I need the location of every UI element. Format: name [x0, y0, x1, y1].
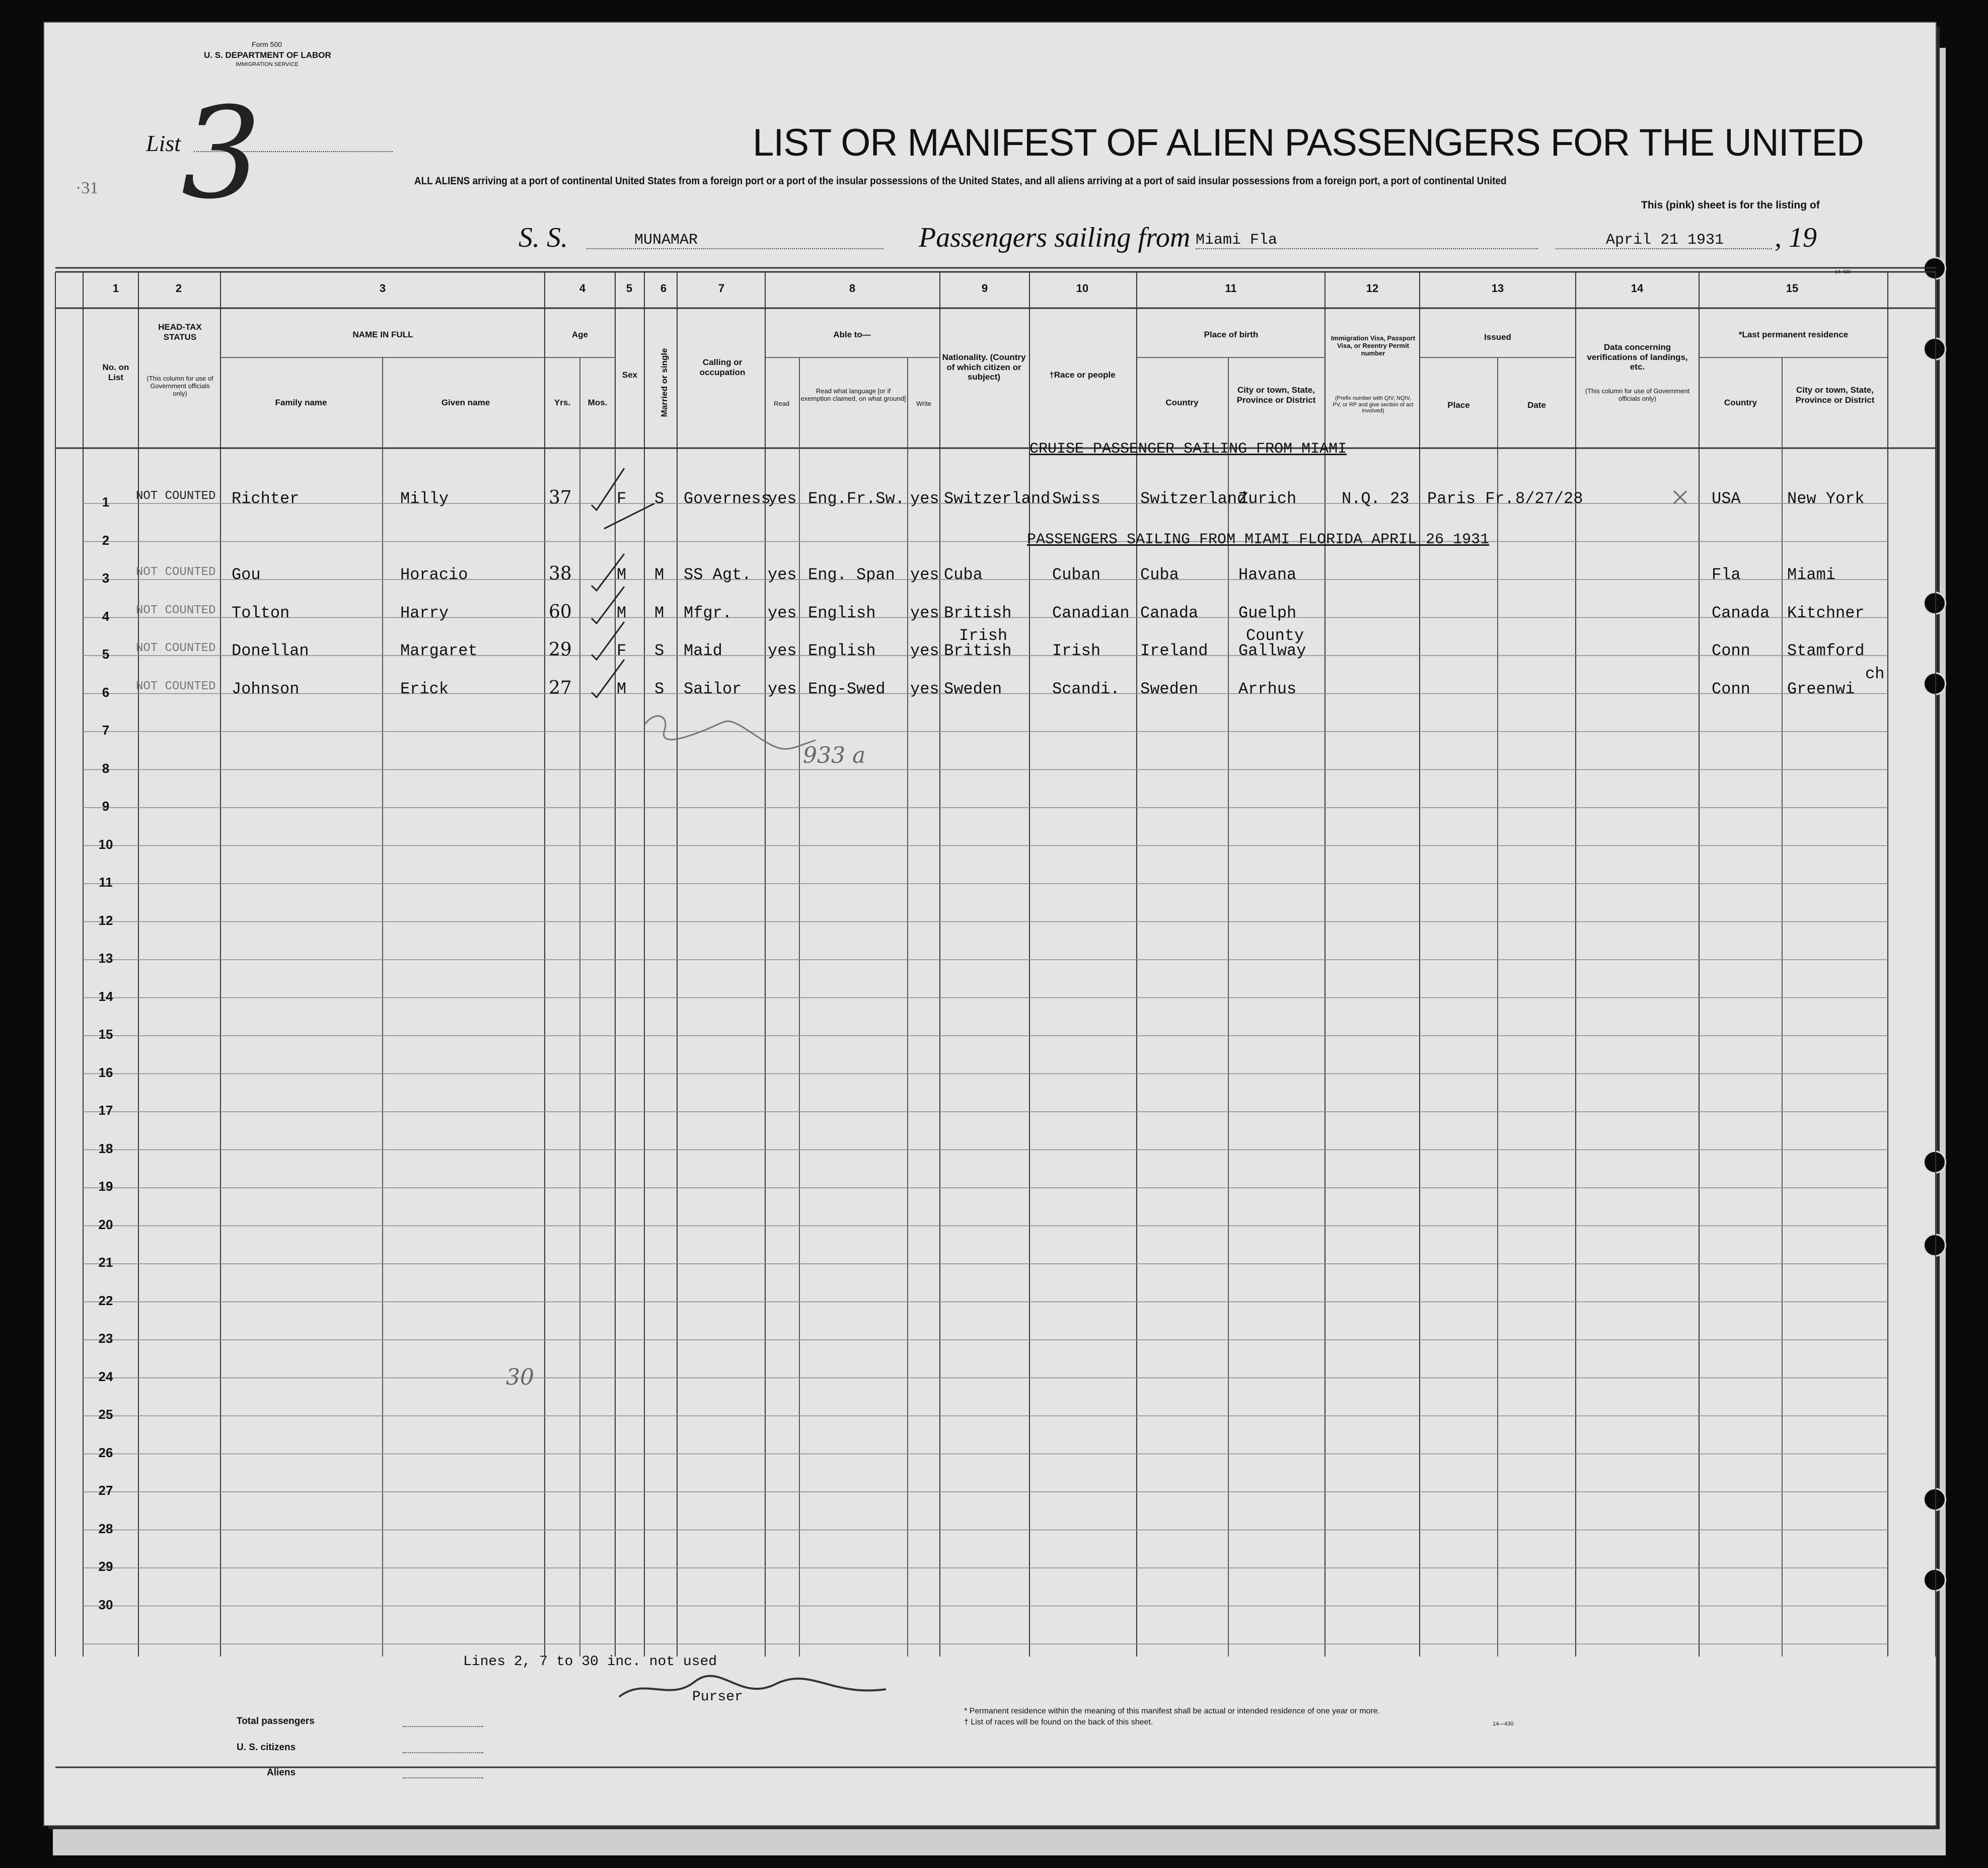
- passenger-sex: F: [617, 641, 627, 660]
- passenger-race: Canadian: [1052, 603, 1130, 622]
- passenger-res-city: New York: [1787, 489, 1865, 508]
- header-issued-place: Place: [1447, 400, 1470, 410]
- row-number: 6: [102, 684, 110, 700]
- passenger-race: Cuban: [1052, 565, 1101, 584]
- passenger-language: Eng. Span: [808, 565, 895, 584]
- row-number: 12: [98, 912, 113, 928]
- passenger-status: NOT COUNTED: [136, 679, 216, 693]
- section-heading-cruise: CRUISE PASSENGER SAILING FROM MIAMI: [1029, 441, 1347, 458]
- header-race: †Race or people: [1049, 370, 1116, 380]
- note-residence: * Permanent residence within the meaning of this manifest shall be actual or intended residence of one year or more.: [964, 1707, 1380, 1715]
- header-sex: Sex: [622, 370, 638, 380]
- passenger-married: S: [654, 489, 665, 508]
- us-citizens-line: [403, 1752, 483, 1753]
- row-number: 24: [98, 1369, 113, 1384]
- passenger-race: Swiss: [1052, 489, 1101, 508]
- passenger-married: S: [654, 679, 665, 698]
- list-label: List: [146, 130, 181, 156]
- row-number: 10: [98, 836, 113, 852]
- handwritten-initials: 933 a: [803, 743, 866, 768]
- row-number: 23: [98, 1331, 113, 1346]
- passenger-res-city: Stamford: [1787, 641, 1865, 660]
- passenger-birth-city-top: County: [1246, 626, 1304, 645]
- row-number: 19: [98, 1179, 113, 1194]
- column-number: 9: [981, 282, 988, 295]
- passenger-write: yes: [910, 641, 939, 660]
- column-number: 4: [579, 282, 586, 295]
- row-number: 15: [98, 1027, 113, 1042]
- passenger-birth-country: Canada: [1140, 603, 1199, 622]
- row-number: 11: [99, 875, 113, 890]
- manifest-title: LIST OR MANIFEST OF ALIEN PASSENGERS FOR THE UNITED: [753, 121, 1864, 164]
- passenger-birth-city: Havana: [1238, 565, 1297, 584]
- passenger-status: NOT COUNTED: [136, 565, 216, 579]
- passenger-visa: N.Q. 23: [1342, 489, 1410, 508]
- header-nationality: Nationality. (Country of which citizen or subject): [942, 352, 1026, 382]
- header-name-in-full: NAME IN FULL: [352, 330, 413, 339]
- row-number: 9: [102, 799, 110, 814]
- passenger-yrs: 38: [549, 563, 572, 584]
- column-number: 3: [379, 282, 386, 295]
- passenger-given: Milly: [400, 489, 449, 508]
- list-number: 3: [181, 80, 262, 227]
- header-calling: Calling or occupation: [699, 357, 746, 377]
- header-head-tax: HEAD-TAX STATUS: [158, 322, 202, 342]
- sailing-date: April 21 1931: [1606, 232, 1724, 249]
- passenger-res-city: Greenwi: [1787, 679, 1855, 698]
- column-number: 6: [660, 282, 667, 295]
- passenger-occupation: Maid: [684, 641, 722, 660]
- column-number: 5: [626, 282, 633, 295]
- header-visa-note: (Prefix number with QIV, NQIV, PV, or RP and give section of act involved): [1333, 395, 1414, 414]
- row-number: 1: [102, 494, 110, 510]
- header-landing-data: Data concerning verifications of landings, etc.: [1587, 342, 1688, 372]
- header-mos: Mos.: [587, 398, 608, 407]
- header-able-to: Able to—: [833, 330, 871, 339]
- passenger-birth-country: Switzerland: [1140, 489, 1247, 508]
- header-head-tax-note: (This column for use of Government officials only): [146, 375, 213, 397]
- row-number: 29: [98, 1559, 113, 1574]
- section-heading-passengers: PASSENGERS SAILING FROM MIAMI FLORIDA APRIL 26 1931: [1027, 531, 1490, 548]
- row-number: 22: [98, 1292, 113, 1308]
- passenger-read: yes: [768, 489, 797, 508]
- passenger-res-country: USA: [1712, 489, 1741, 508]
- passenger-birth-city: Arrhus: [1238, 679, 1297, 698]
- passenger-language: Eng-Swed: [808, 679, 886, 698]
- row-number: 2: [102, 532, 110, 548]
- passenger-status: NOT COUNTED: [136, 489, 216, 503]
- passenger-res-city: Kitchner: [1787, 603, 1865, 622]
- footer-code: 14—430: [1493, 1721, 1514, 1727]
- passenger-read: yes: [768, 603, 797, 622]
- note-races: † List of races will be found on the back of this sheet.: [964, 1718, 1153, 1727]
- row-number: 16: [98, 1064, 113, 1080]
- department: U. S. DEPARTMENT OF LABOR: [204, 50, 331, 60]
- passenger-yrs: 37: [549, 487, 572, 508]
- total-passengers-label: Total passengers: [237, 1716, 315, 1727]
- year-label: , 19: [1775, 222, 1817, 253]
- passenger-family: Gou: [232, 565, 261, 584]
- passenger-write: yes: [910, 603, 939, 622]
- passenger-married: M: [654, 565, 665, 584]
- unused-lines-note: Lines 2, 7 to 30 inc. not used: [463, 1654, 717, 1670]
- row-number: 17: [98, 1103, 113, 1118]
- passenger-nationality-top: Irish: [959, 626, 1008, 645]
- header-pob-country: Country: [1165, 398, 1199, 407]
- ship-name: MUNAMAR: [634, 232, 698, 249]
- header-last-residence: *Last permanent residence: [1738, 330, 1849, 339]
- sailing-label: Passengers sailing from: [919, 222, 1191, 253]
- row-number: 21: [98, 1255, 113, 1270]
- passenger-sex: M: [617, 679, 627, 698]
- passenger-res-country: Conn: [1712, 641, 1750, 660]
- passenger-issued-place: Paris Fr.: [1427, 489, 1514, 508]
- row-number: 3: [102, 570, 110, 586]
- row-number: 25: [98, 1407, 113, 1422]
- passenger-family: Richter: [232, 489, 300, 508]
- column-number: 12: [1366, 282, 1379, 295]
- row-number: 8: [102, 760, 110, 776]
- passenger-res-country: Conn: [1712, 679, 1750, 698]
- row-number: 20: [98, 1216, 113, 1232]
- column-number: 15: [1786, 282, 1799, 295]
- passenger-status: NOT COUNTED: [136, 641, 216, 655]
- header-issued-date: Date: [1527, 400, 1546, 410]
- header-res-city: City or town, State, Province or District: [1795, 385, 1875, 405]
- header-place-of-birth: Place of birth: [1204, 330, 1259, 339]
- passenger-birth-city: Zurich: [1238, 489, 1297, 508]
- handwritten-count: 30: [506, 1364, 534, 1390]
- margin-mark: ·31: [76, 179, 99, 197]
- passenger-write: yes: [910, 679, 939, 698]
- corner-code: 14-430: [1835, 269, 1851, 275]
- header-visa: Immigration Visa, Passport Visa, or Reentry Permit number: [1331, 334, 1416, 357]
- passenger-language: English: [808, 603, 876, 622]
- passenger-family: Johnson: [232, 679, 300, 698]
- column-number: 7: [718, 282, 725, 295]
- header-write: Write: [916, 400, 932, 407]
- passenger-nationality: British: [944, 641, 1012, 660]
- header-age: Age: [571, 330, 588, 339]
- passenger-read: yes: [768, 641, 797, 660]
- passenger-read: yes: [768, 679, 797, 698]
- passenger-sex: F: [617, 489, 627, 508]
- passenger-language: Eng.Fr.Sw.: [808, 489, 905, 508]
- passenger-family: Donellan: [232, 641, 309, 660]
- passenger-res-country: Fla: [1712, 565, 1741, 584]
- row-number: 27: [98, 1483, 113, 1498]
- passenger-married: S: [654, 641, 665, 660]
- passenger-occupation: SS Agt.: [684, 565, 752, 584]
- column-number: 13: [1491, 282, 1504, 295]
- passenger-race: Scandi.: [1052, 679, 1120, 698]
- header-yrs: Yrs.: [554, 398, 571, 407]
- passenger-birth-country: Sweden: [1140, 679, 1199, 698]
- subtitle-line2: This (pink) sheet is for the listing of: [1641, 199, 1820, 211]
- passenger-res-city-top: ch: [1865, 664, 1885, 683]
- sailing-from: Miami Fla: [1196, 232, 1278, 249]
- passenger-language: English: [808, 641, 876, 660]
- service: IMMIGRATION SERVICE: [236, 61, 299, 67]
- passenger-write: yes: [910, 489, 939, 508]
- passenger-yrs: 60: [549, 601, 572, 622]
- ss-label: S. S.: [519, 222, 568, 253]
- header-pob-city: City or town, State, Province or District: [1236, 385, 1316, 405]
- column-number: 1: [112, 282, 119, 295]
- passenger-birth-country: Cuba: [1140, 565, 1179, 584]
- aliens-line: [403, 1777, 483, 1778]
- passenger-read: yes: [768, 565, 797, 584]
- subtitle-line1: ALL ALIENS arriving at a port of continental United States from a foreign port or a port of the insular possessions of the United States, and all aliens arriving at a port of said insular possessions from a foreign port, a port of continental United: [414, 175, 1507, 187]
- passenger-given: Margaret: [400, 641, 478, 660]
- column-number: 10: [1076, 282, 1089, 295]
- row-number: 18: [98, 1140, 113, 1156]
- passenger-given: Horacio: [400, 565, 468, 584]
- passenger-sex: M: [617, 603, 627, 622]
- passenger-race: Irish: [1052, 641, 1101, 660]
- passenger-status: NOT COUNTED: [136, 603, 216, 617]
- passenger-res-country: Canada: [1712, 603, 1770, 622]
- passenger-occupation: Sailor: [684, 679, 742, 698]
- header-no-on-list: No. on List: [102, 363, 129, 382]
- row-number: 26: [98, 1445, 113, 1460]
- passenger-married: M: [654, 603, 665, 622]
- row-number: 13: [98, 951, 113, 966]
- passenger-occupation: Governess: [684, 489, 771, 508]
- header-read-language: Read what language [or if exemption claimed, on what ground]: [800, 387, 906, 402]
- passenger-yrs: 27: [549, 677, 572, 698]
- passenger-write: yes: [910, 565, 939, 584]
- passenger-birth-city: Gallway: [1238, 641, 1306, 660]
- passenger-family: Tolton: [232, 603, 290, 622]
- header-married: Married or single: [659, 348, 670, 417]
- passenger-birth-country: Ireland: [1140, 641, 1208, 660]
- total-passengers-line: [403, 1726, 483, 1727]
- passenger-given: Harry: [400, 603, 449, 622]
- passenger-nationality: British: [944, 603, 1012, 622]
- aliens-label: Aliens: [267, 1767, 296, 1778]
- column-number: 8: [849, 282, 856, 295]
- passenger-sex: M: [617, 565, 627, 584]
- passenger-nationality: Switzerland: [944, 489, 1051, 508]
- passenger-res-city: Miami: [1787, 565, 1836, 584]
- header-family-name: Family name: [275, 398, 327, 407]
- row-number: 28: [98, 1521, 113, 1536]
- column-number: 14: [1631, 282, 1644, 295]
- passenger-given: Erick: [400, 679, 449, 698]
- column-number: 11: [1225, 282, 1237, 295]
- column-number: 2: [175, 282, 182, 295]
- header-read: Read: [773, 400, 790, 407]
- header-given-name: Given name: [441, 398, 490, 407]
- passenger-yrs: 29: [549, 639, 572, 660]
- purser-label: Purser: [692, 1689, 743, 1705]
- passenger-nationality: Cuba: [944, 565, 983, 584]
- row-number: 14: [98, 988, 113, 1004]
- row-number: 7: [102, 723, 110, 738]
- passenger-birth-city: Guelph: [1238, 603, 1297, 622]
- us-citizens-label: U. S. citizens: [237, 1742, 296, 1753]
- form-number: Form 500: [252, 40, 282, 48]
- header-issued: Issued: [1484, 332, 1511, 342]
- passenger-issued-date: 8/27/28: [1515, 489, 1583, 508]
- passenger-occupation: Mfgr.: [684, 603, 732, 622]
- row-number: 4: [102, 608, 110, 624]
- passenger-nationality: Sweden: [944, 679, 1002, 698]
- header-res-country: Country: [1724, 398, 1757, 407]
- row-number: 5: [102, 646, 110, 662]
- header-landing-note: (This column for use of Government officials only): [1585, 387, 1690, 402]
- row-number: 30: [98, 1597, 113, 1612]
